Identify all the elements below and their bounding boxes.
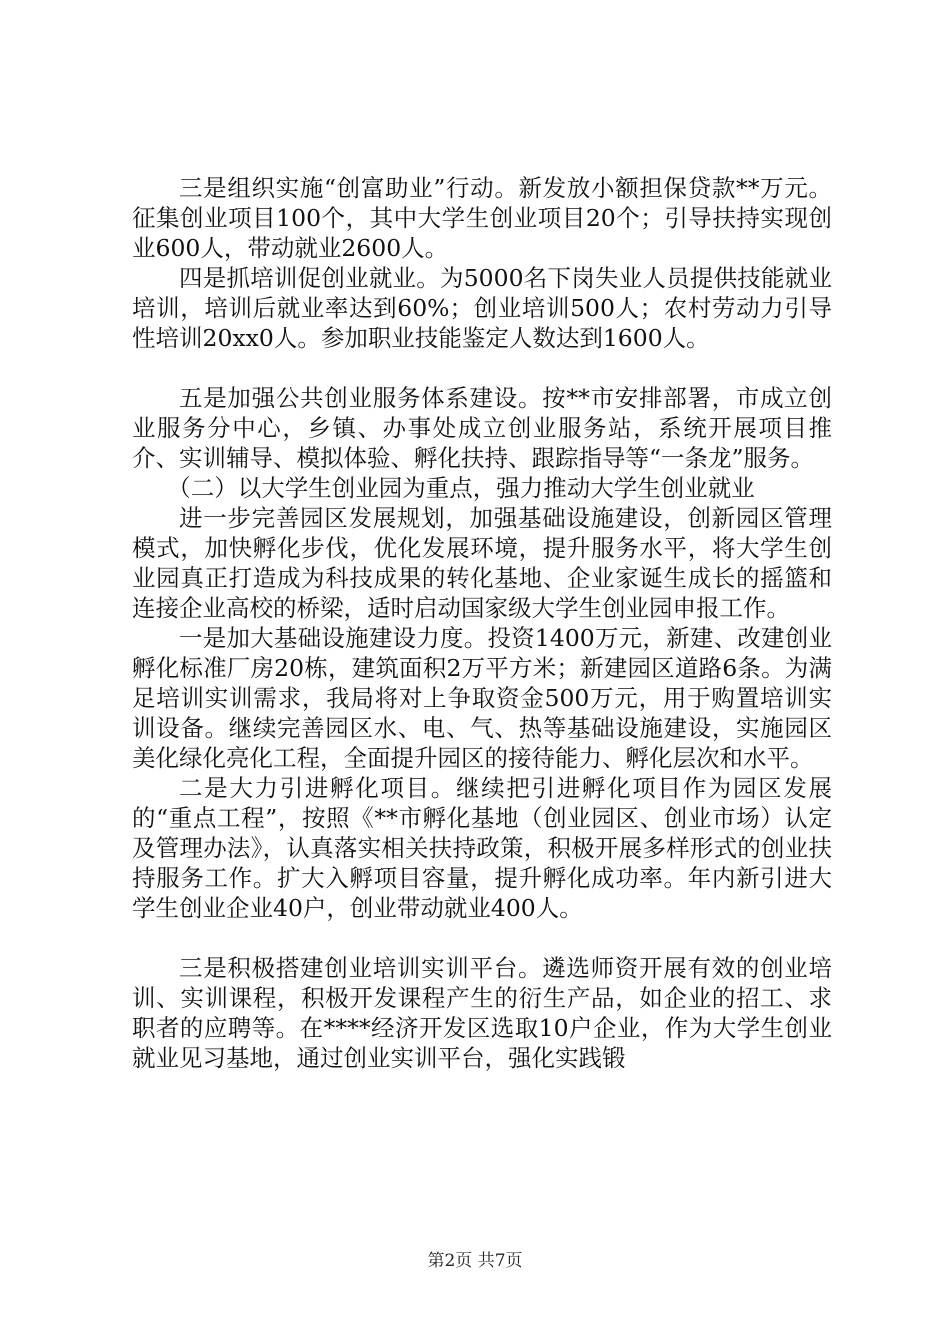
paragraph-initiative-5: 五是加强公共创业服务体系建设。按**市安排部署，市成立创业服务分中心，乡镇、办事处成立创业服务站，系统开展项目推介、实训辅导、模拟体验、孵化扶持、跟踪指导等“一条龙”服务。: [132, 384, 832, 472]
paragraph-item-2: 二是大力引进孵化项目。继续把引进孵化项目作为园区发展的“重点工程”，按照《**市孵化基地（创业园区、创业市场）认定及管理办法》，认真落实相关扶持政策，积极开展多样形式的创业扶持服务工作。扩大入孵项目容量，提升孵化成功率。年内新引进大学生创业企业40户，创业带动就业400人。: [132, 774, 832, 922]
paragraph-initiative-3: 三是组织实施“创富助业”行动。新发放小额担保贷款**万元。征集创业项目100个，其中大学生创业项目20个；引导扶持实现创业600人，带动就业2600人。: [132, 174, 832, 262]
paragraph-item-3: 三是积极搭建创业培训实训平台。遴选师资开展有效的创业培训、实训课程，积极开发课程产生的衍生产品，如企业的招工、求职者的应聘等。在****经济开发区选取10户企业，作为大学生创业就业见习基地，通过创业实训平台，强化实践锻: [132, 954, 832, 1072]
document-body: [132, 173, 832, 1073]
page-number-footer: 第2页 共7页: [427, 1251, 523, 1271]
section-heading-2: （二）以大学生创业园为重点，强力推动大学生创业就业: [167, 474, 755, 502]
paragraph-section-intro: 进一步完善园区发展规划，加强基础设施建设，创新园区管理模式，加快孵化步伐，优化发展环境，提升服务水平，将大学生创业园真正打造成为科技成果的转化基地、企业家诞生成长的摇篮和连接企业高校的桥梁，适时启动国家级大学生创业园申报工作。: [132, 504, 832, 622]
paragraph-item-1: 一是加大基础设施建设力度。投资1400万元，新建、改建创业孵化标准厂房20栋，建筑面积2万平方米；新建园区道路6条。为满足培训实训需求，我局将对上争取资金500万元，用于购置培训实训设备。继续完善园区水、电、气、热等基础设施建设，实施园区美化绿化亮化工程，全面提升园区的接待能力、孵化层次和水平。: [132, 624, 832, 772]
paragraph-initiative-4: 四是抓培训促创业就业。为5000名下岗失业人员提供技能就业培训，培训后就业率达到60%；创业培训500人；农村劳动力引导性培训20xx0人。参加职业技能鉴定人数达到1600人。: [132, 264, 832, 352]
